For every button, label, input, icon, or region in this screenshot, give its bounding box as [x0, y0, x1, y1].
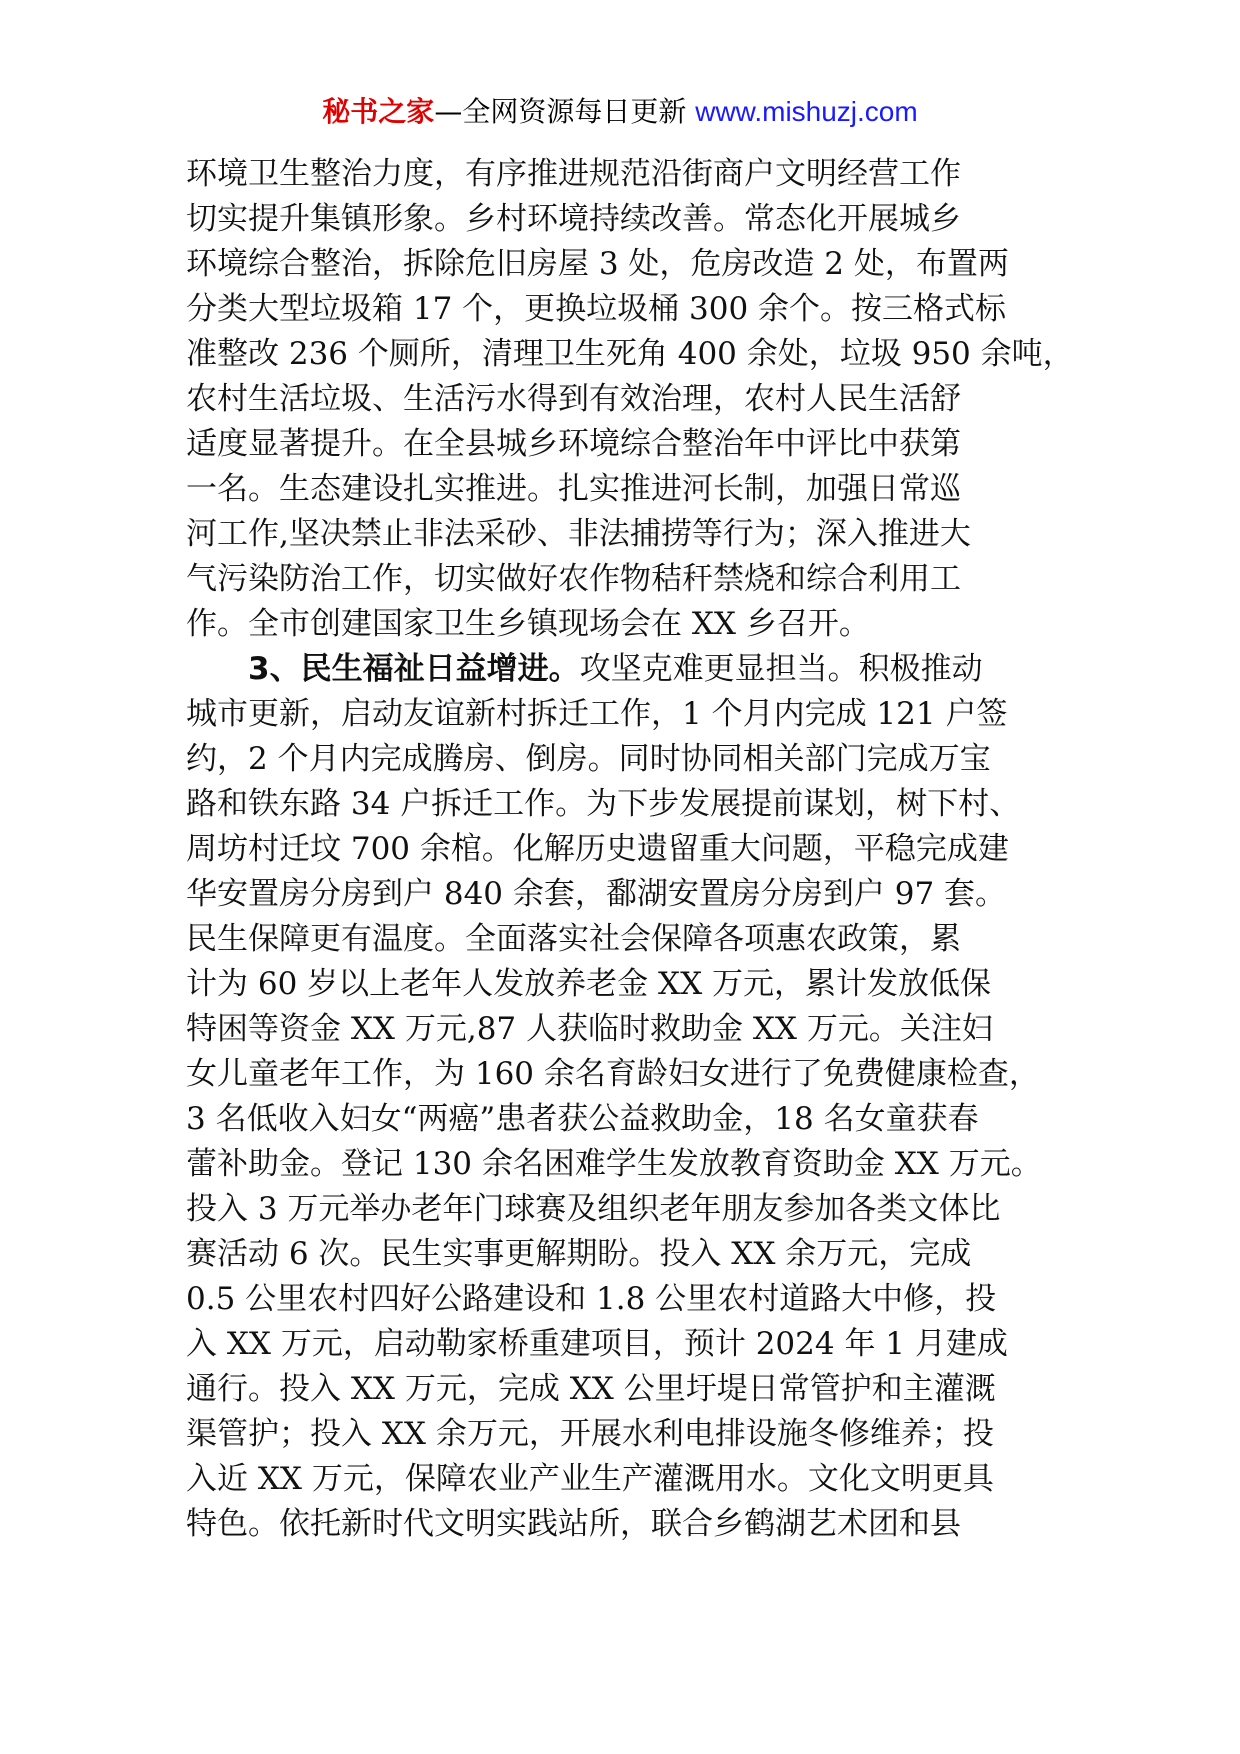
section-3-heading: 3、民生福祉日益增进。	[248, 651, 580, 687]
body-line: 约，2 个月内完成腾房、倒房。同时协同相关部门完成万宝	[186, 741, 991, 777]
body-line: 农村生活垃圾、生活污水得到有效治理，农村人民生活舒	[186, 381, 961, 417]
body-line: 入近 XX 万元，保障农业产业生产灌溉用水。文化文明更具	[186, 1461, 994, 1497]
site-url-link[interactable]: www.mishuzj.com	[695, 96, 918, 127]
brand-name: 秘书之家	[322, 95, 435, 128]
header-tagline: —全网资源每日更新	[434, 95, 696, 128]
body-line: 0.5 公里农村四好公路建设和 1.8 公里农村道路大中修，投	[186, 1281, 997, 1317]
body-line: 民生保障更有温度。全面落实社会保障各项惠农政策，累	[186, 921, 961, 957]
body-line: 路和铁东路 34 户拆迁工作。为下步发展提前谋划，树下村、	[186, 786, 1021, 822]
body-line: 分类大型垃圾箱 17 个，更换垃圾桶 300 余个。按三格式标	[186, 291, 1007, 327]
body-line: 女儿童老年工作，为 160 余名育龄妇女进行了免费健康检查，	[186, 1056, 1040, 1092]
body-line: 周坊村迁坟 700 余棺。化解历史遗留重大问题，平稳完成建	[186, 831, 1009, 867]
body-line: 计为 60 岁以上老年人发放养老金 XX 万元，累计发放低保	[186, 966, 991, 1002]
body-line: 3 名低收入妇女“两癌”患者获公益救助金，18 名女童获春	[186, 1101, 979, 1137]
body-line: 环境卫生整治力度，有序推进规范沿街商户文明经营工作	[186, 156, 961, 192]
section-3-first-line	[186, 647, 1086, 692]
body-line: 通行。投入 XX 万元，完成 XX 公里圩堤日常管护和主灌溉	[186, 1371, 996, 1407]
body-line: 投入 3 万元举办老年门球赛及组织老年朋友参加各类文体比	[186, 1191, 1001, 1227]
site-header	[0, 92, 1240, 132]
body-line: 蕾补助金。登记 130 余名困难学生发放教育资助金 XX 万元。	[186, 1146, 1042, 1182]
body-line: 特色。依托新时代文明实践站所，联合乡鹤湖艺术团和县	[186, 1506, 961, 1542]
section-3-first-line-text: 攻坚克难更显担当。积极推动	[579, 651, 983, 687]
body-line: 渠管护；投入 XX 余万元，开展水利电排设施冬修维养；投	[186, 1416, 994, 1452]
body-line: 河工作,坚决禁止非法采砂、非法捕捞等行为；深入推进大	[186, 516, 971, 552]
body-line: 入 XX 万元，启动勒家桥重建项目，预计 2024 年 1 月建成	[186, 1326, 1008, 1362]
body-line: 环境综合整治，拆除危旧房屋 3 处，危房改造 2 处，布置两	[186, 246, 1009, 282]
document-body	[186, 152, 1086, 1547]
body-line: 作。全市创建国家卫生乡镇现场会在 XX 乡召开。	[186, 606, 870, 642]
body-line: 切实提升集镇形象。乡村环境持续改善。常态化开展城乡	[186, 201, 961, 237]
body-line: 准整改 236 个厕所，清理卫生死角 400 余处，垃圾 950 余吨，	[186, 336, 1074, 372]
body-line: 城市更新，启动友谊新村拆迁工作，1 个月内完成 121 户签	[186, 696, 1008, 732]
body-line: 气污染防治工作，切实做好农作物秸秆禁烧和综合利用工	[186, 561, 961, 597]
body-line: 赛活动 6 次。民生实事更解期盼。投入 XX 余万元，完成	[186, 1236, 972, 1272]
body-line: 特困等资金 XX 万元,87 人获临时救助金 XX 万元。关注妇	[186, 1011, 993, 1047]
body-line: 一名。生态建设扎实推进。扎实推进河长制，加强日常巡	[186, 471, 961, 507]
body-line: 适度显著提升。在全县城乡环境综合整治年中评比中获第	[186, 426, 961, 462]
body-line: 华安置房分房到户 840 余套，鄱湖安置房分房到户 97 套。	[186, 876, 1007, 912]
